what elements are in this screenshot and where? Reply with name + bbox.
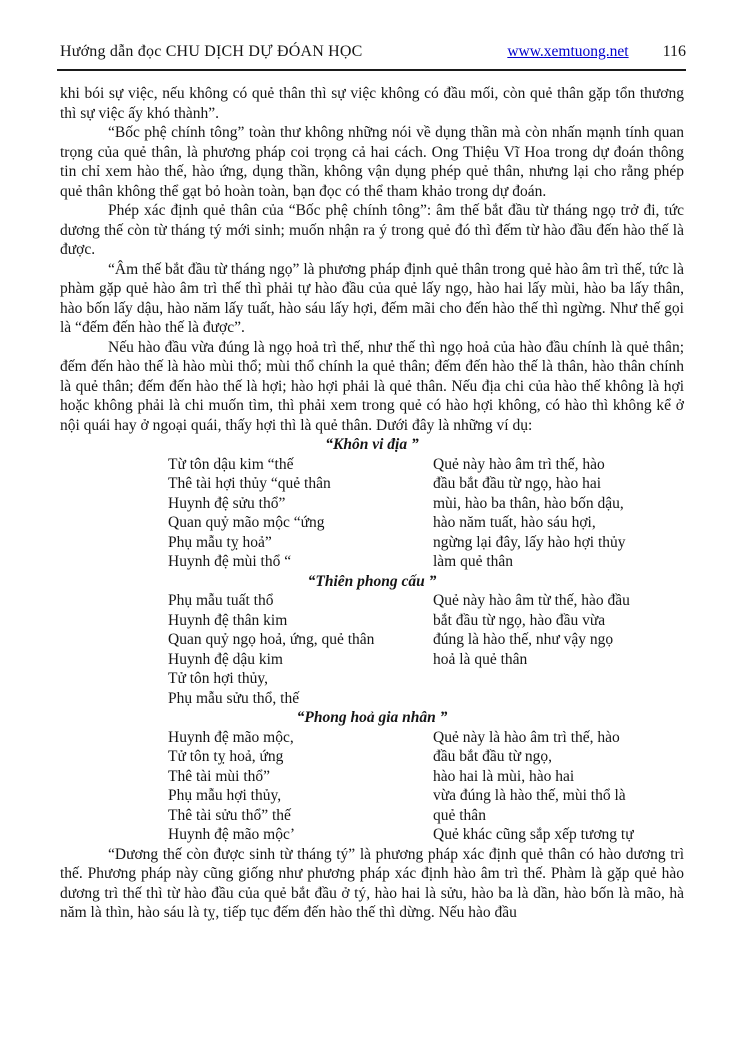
example-rows — [60, 591, 684, 708]
explanation-line-text: Quẻ khác cũng sắp xếp tương tự — [433, 826, 634, 843]
paragraph-continuation: khi bói sự việc, nếu không có quẻ thân thì sự việc không có đầu mối, còn quẻ thân gặp tổn thương thì sự việc ấy khó thành”. — [60, 85, 684, 122]
explanation-line-text: Quẻ này là hào âm trì thế, hào — [433, 728, 620, 746]
example-row — [60, 669, 684, 689]
example-row — [60, 533, 684, 553]
example-rows — [60, 728, 684, 845]
hexagram-line-text: Phụ mẫu sửu thổ, thế — [168, 689, 300, 707]
header-rule — [57, 69, 686, 71]
hexagram-line-text: Huynh đệ mão mộc, — [168, 728, 294, 746]
example-row — [60, 767, 684, 787]
example-row — [60, 455, 684, 475]
explanation-line-text: hào hai là mùi, hào hai — [433, 767, 575, 785]
paragraph: Nếu hào đầu vừa đúng là ngọ hoả trì thế, như thế thì ngọ hoả của hào đầu chính là quẻ thân; đếm đến hào thế là hào mùi thổ; mùi thổ chính la quẻ thân; đếm đến hào thế là thân, hào thân chính là quẻ thân; đếm đến hào thế là hợi; hào hợi phải là quẻ thân. Nếu địa chi của hào thế không là hợi hoặc không phải là chi muốn tìm, thì phải xem trong quẻ có hào hợi không, có hào thì không kể ở nội quái hay ở ngoại quái, thấy hợi thì là quẻ thân. Dưới đây là những ví dụ: — [60, 338, 684, 434]
explanation-line-text — [433, 669, 684, 689]
explanation-line-text: đúng là hào thế, như vậy ngọ — [433, 631, 614, 648]
page-body — [60, 84, 684, 923]
example-section-khon-vi-dia — [60, 435, 684, 572]
hexagram-line-text: Phụ mẫu tuất thổ — [168, 592, 274, 609]
section-heading: “Phong hoả gia nhân ” — [296, 709, 448, 726]
hexagram-line-text: Phụ mẫu tỵ hoả” — [168, 533, 272, 551]
example-section-thien-phong-cau — [60, 572, 684, 709]
section-heading: “Khôn vi địa ” — [325, 436, 419, 453]
example-row — [60, 650, 684, 670]
page-header — [60, 42, 686, 62]
explanation-line-text: quẻ thân — [433, 806, 486, 824]
explanation-line-text: Quẻ này hào âm từ thế, hào đầu — [433, 592, 630, 609]
explanation-line-text — [433, 689, 684, 709]
paragraph: “Âm thế bắt đầu từ tháng ngọ” là phương pháp định quẻ thân trong quẻ hào âm trì thế, tức là phàm gặp quẻ hào âm trì thế thì phải tự hào đầu của quẻ lấy ngọ, hào hai lấy mùi, hào ba lấy thân, hào bốn lấy dậu, hào năm lấy tuất, hào sáu lấy hợi, đếm mãi cho đến hào thế thì ngừng. Như thế gọi là “đếm đến hào thế là được”. — [60, 260, 684, 336]
explanation-line-text: làm quẻ thân — [433, 553, 514, 570]
example-section-phong-hoa-gia-nhan — [60, 708, 684, 845]
example-row — [60, 689, 684, 709]
section-heading: “Thiên phong cấu ” — [307, 572, 437, 590]
explanation-line-text: mùi, hào ba thân, hào bốn dậu, — [433, 494, 624, 512]
hexagram-line-text: Huynh đệ dậu kim — [168, 650, 283, 668]
example-row — [60, 611, 684, 631]
hexagram-line-text: Thê tài mùi thổ” — [168, 767, 271, 785]
hexagram-line-text: Quan quỷ ngọ hoả, ứng, quẻ thân — [168, 631, 375, 648]
example-row — [60, 806, 684, 826]
paragraph: “Bốc phệ chính tông” toàn thư không những nói về dụng thần mà còn nhấn mạnh tính quan trọng của quẻ thân, là phương pháp coi trọng cả hai cách. Ong Thiệu Vĩ Hoa trong dự đoán thông tin chỉ xem hào thế, hào ứng, dụng thần, không vận dụng phép quẻ thân, nhưng lại cho rằng phép quẻ thân không thể gạt bỏ hoàn toàn, bạn đọc có thể tham khảo trong dự đoán. — [60, 124, 684, 200]
hexagram-line-text: Phụ mẫu hợi thủy, — [168, 787, 282, 804]
example-row — [60, 786, 684, 806]
example-row — [60, 630, 684, 650]
hexagram-line-text: Quan quỷ mão mộc “ứng — [168, 514, 325, 531]
hexagram-line-text: Thê tài sửu thổ” thế — [168, 806, 291, 824]
hexagram-line-text: Thê tài hợi thủy “quẻ thân — [168, 475, 331, 492]
explanation-line-text: bắt đầu từ ngọ, hào đầu vừa — [433, 611, 606, 629]
explanation-line-text: hoả là quẻ thân — [433, 650, 528, 668]
example-rows — [60, 455, 684, 572]
hexagram-line-text: Huynh đệ sửu thổ” — [168, 494, 286, 512]
explanation-line-text: hào năm tuất, hào sáu hợi, — [433, 514, 596, 531]
hexagram-line-text: Tử tôn tỵ hoả, ứng — [168, 748, 284, 765]
hexagram-line-text: Huynh đệ mão mộc’ — [168, 826, 295, 843]
book-title: Hướng dẫn đọc CHU DỊCH DỰ ĐÓAN HỌC — [60, 43, 363, 60]
explanation-line-text: đầu bắt đầu từ ngọ, — [433, 748, 553, 765]
explanation-line-text: ngừng lại đây, lấy hào hợi thủy — [433, 533, 626, 551]
hexagram-line-text: Từ tôn dậu kim “thế — [168, 455, 294, 473]
example-row — [60, 825, 684, 845]
hexagram-line-text: Tử tôn hợi thủy, — [168, 670, 268, 687]
paragraph: Phép xác định quẻ thân của “Bốc phệ chính tông”: âm thế bắt đầu từ tháng ngọ trở đi, tức dương thế còn từ tháng tý mới sinh; muốn nhận ra ý trong quẻ đó thì đếm từ hào đầu đến hào thế là được. — [60, 202, 684, 258]
example-row — [60, 728, 684, 748]
example-row — [60, 494, 684, 514]
page-number: 116 — [662, 43, 686, 60]
example-row — [60, 747, 684, 767]
explanation-line-text: đầu bắt đầu từ ngọ, hào hai — [433, 475, 602, 492]
explanation-line-text: Quẻ này hào âm trì thế, hào — [433, 455, 605, 473]
hexagram-line-text: Huynh đệ mùi thổ “ — [168, 553, 292, 570]
example-row — [60, 474, 684, 494]
hexagram-line-text: Huynh đệ thân kim — [168, 611, 288, 629]
website-link[interactable]: www.xemtuong.net — [507, 43, 629, 60]
paragraph: “Dương thế còn được sinh từ tháng tý” là phương pháp xác định quẻ thân có hào dương trì thế. Phương pháp này cũng giống như phương pháp xác định hào âm trì thế. Phàm là gặp quẻ hào dương trì thế thì từ hào đầu của quẻ bắt đầu ở tý, hào hai là sửu, hào ba là dần, hào bốn là mão, hà năm là thìn, hào sáu là tỵ, tiếp tục đếm đến hào thế thì dừng. Nếu hào đầu — [60, 845, 684, 921]
example-row — [60, 513, 684, 533]
explanation-line-text: vừa đúng là hào thế, mùi thổ là — [433, 787, 626, 804]
example-row — [60, 591, 684, 611]
example-row — [60, 552, 684, 572]
